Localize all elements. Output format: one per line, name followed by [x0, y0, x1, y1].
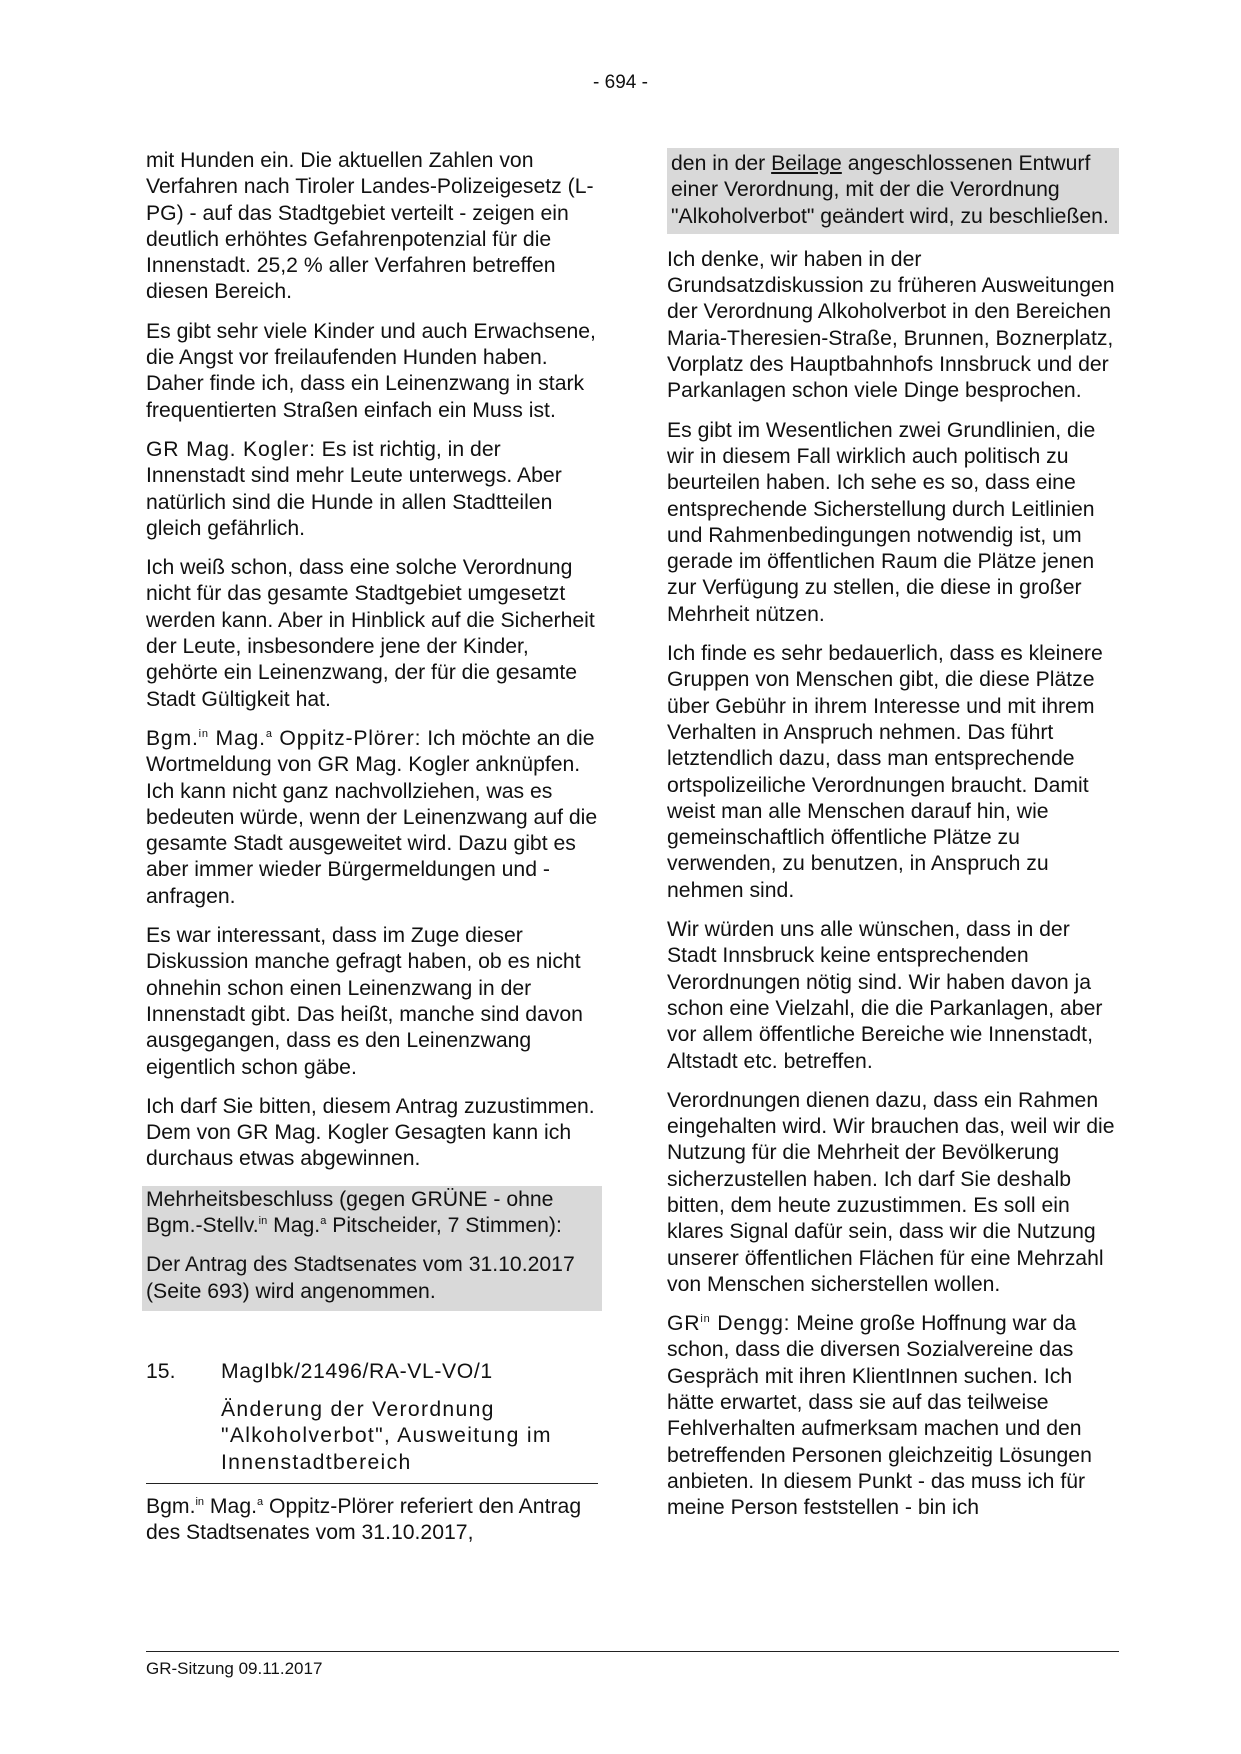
paragraph: Ich denke, wir haben in der Grundsatzdiskussion zu früheren Ausweitungen der Verordnung Alkoholverbot in den Bereichen Maria-Theresien-Straße, Brunnen, Boznerplatz, Vorplatz des Hauptbahnhofs Innsbruck und der Parkanlagen schon viele Dinge besprochen.: [667, 247, 1115, 403]
paragraph: Wir würden uns alle wünschen, dass in der Stadt Innsbruck keine entsprechenden Verordnungen nötig sind. Wir haben davon ja schon eine Vielzahl, die die Parkanlagen, aber vor allem öffentliche Bereiche wie Innenstadt, Altstadt etc. betreffen.: [667, 918, 1103, 1073]
page-number: - 694 -: [593, 72, 648, 93]
footer-divider: [146, 1651, 1119, 1652]
item-title: Änderung der Verordnung "Alkoholverbot", Ausweitung im Innenstadtbereich: [221, 1398, 552, 1474]
speech-text: Es ist richtig, in der Innenstadt sind mehr Leute unterwegs. Aber natürlich sind die Hunde in allen Stadtteilen gleich gefährlich.: [146, 437, 562, 540]
resolution-text: Der Antrag des Stadtsenates vom 31.10.2017 (Seite 693) wird angenommen.: [146, 1253, 575, 1303]
paragraph: Es gibt sehr viele Kinder und auch Erwachsene, die Angst vor freilaufenden Hunden haben. Daher finde ich, dass ein Leinenzwang in stark frequentierten Straßen einfach ein Muss ist.: [146, 319, 596, 422]
speaker-name: $GR^{in}$ Dengg:: [667, 1312, 791, 1336]
paragraph: [146, 437, 598, 542]
paragraph: [146, 726, 598, 910]
speaker-name: GR Mag. Kogler:: [146, 437, 316, 461]
item-divider: [146, 1483, 598, 1484]
motion-box: den in der Beilage angeschlossenen Entwurf einer Verordnung, mit der die Verordnung "Alkoholverbot" geändert wird, zu beschließen.: [667, 148, 1119, 234]
footer-text: GR-Sitzung 09.11.2017: [146, 1659, 323, 1678]
paragraph: [667, 1311, 1119, 1521]
right-column: [667, 148, 1119, 1535]
resolution-box: [142, 1186, 602, 1311]
paragraph: Verordnungen dienen dazu, dass ein Rahmen eingehalten wird. Wir brauchen das, weil wir die Nutzung für die Mehrheit der Bevölkerung sicherzustellen haben. Ich darf Sie deshalb bitten, dem heute zuzustimmen. Es soll ein klares Signal dafür sein, dass wir die Nutzung unserer öffentlichen Flächen für eine Mehrzahl von Menschen sicherstellen wollen.: [667, 1088, 1115, 1296]
paragraph: mit Hunden ein. Die aktuellen Zahlen von Verfahren nach Tiroler Landes-Polizeigesetz (L-PG) - auf das Stadtgebiet verteilt - zeigen ein deutlich erhöhtes Gefahrenpotenzial für die Innenstadt. 25,2 % aller Verfahren betreffen diesen Bereich.: [146, 149, 594, 304]
paragraph: Ich darf Sie bitten, diesem Antrag zuzustimmen. Dem von GR Mag. Kogler Gesagten kann ich durchaus etwas abgewinnen.: [146, 1094, 595, 1171]
speech-text: Ich möchte an die Wortmeldung von GR Mag. Kogler anknüpfen. Ich kann nicht ganz nachvollziehen, was es bedeuten würde, wenn der Leinenzwang auf die gesamte Stadt ausgeweitet wird. Dazu gibt es aber immer wieder Bürgermeldungen und -anfragen.: [146, 726, 598, 908]
item-number: 15.: [146, 1359, 176, 1383]
speech-text: Meine große Hoffnung war da schon, dass die diversen Sozialvereine das Gespräch mit ihren KlientInnen suchen. Ich hätte erwartet, dass sie auf das teilweise Fehlverhalten aufmerksam machen und den betreffenden Personen gleichzeitig Lösungen anbieten. In diesem Punkt - das muss ich für meine Person feststellen - bin ich: [667, 1312, 1092, 1520]
agenda-item: [146, 1359, 598, 1484]
resolution-vote: Mehrheitsbeschluss (gegen GRÜNE - ohne Bgm.-Stellv.$^{in}$ Mag.$^a$ Pitscheider, 7 Stimmen):: [146, 1187, 562, 1237]
left-column: [146, 148, 598, 1560]
paragraph: Es gibt im Wesentlichen zwei Grundlinien, die wir in diesem Fall wirklich auch politisch zu beurteilen haben. Ich sehe es so, dass eine entsprechende Sicherstellung durch Leitlinien und Rahmenbedingungen notwendig ist, um gerade im öffentlichen Raum die Plätze jenen zur Verfügung zu stellen, die diese in großer Mehrheit nützen.: [667, 418, 1096, 626]
paragraph: Bgm.$^{in}$ Mag.$^a$ Oppitz-Plörer referiert den Antrag des Stadtsenates vom 31.10.2017,: [146, 1495, 582, 1545]
paragraph: Ich weiß schon, dass eine solche Verordnung nicht für das gesamte Stadtgebiet umgesetzt werden kann. Aber in Hinblick auf die Sicherheit der Leute, insbesondere jene der Kinder, gehörte ein Leinenzwang, der für die gesamte Stadt Gültigkeit hat.: [146, 556, 595, 711]
paragraph: Ich finde es sehr bedauerlich, dass es kleinere Gruppen von Menschen gibt, die diese Plätze über Gebühr in ihrem Interesse und mit ihrem Verhalten in Anspruch nehmen. Das führt letztendlich dazu, dass man entsprechende ortspolizeiliche Verordnungen braucht. Damit weist man alle Menschen darauf hin, wie gemeinschaftlich öffentliche Plätze zu verwenden, zu benutzen, in Anspruch zu nehmen sind.: [667, 642, 1103, 902]
speaker-name: Bgm.$^{in}$ Mag.$^a$ Oppitz-Plörer:: [146, 726, 422, 750]
paragraph: Es war interessant, dass im Zuge dieser Diskussion manche gefragt haben, ob es nicht ohnehin schon einen Leinenzwang in der Innenstadt gibt. Das heißt, manche sind davon ausgegangen, dass es den Leinenzwang eigentlich schon gäbe.: [146, 924, 583, 1079]
item-reference: MagIbk/21496/RA-VL-VO/1: [221, 1359, 493, 1383]
attachment-link[interactable]: Beilage: [771, 152, 842, 175]
